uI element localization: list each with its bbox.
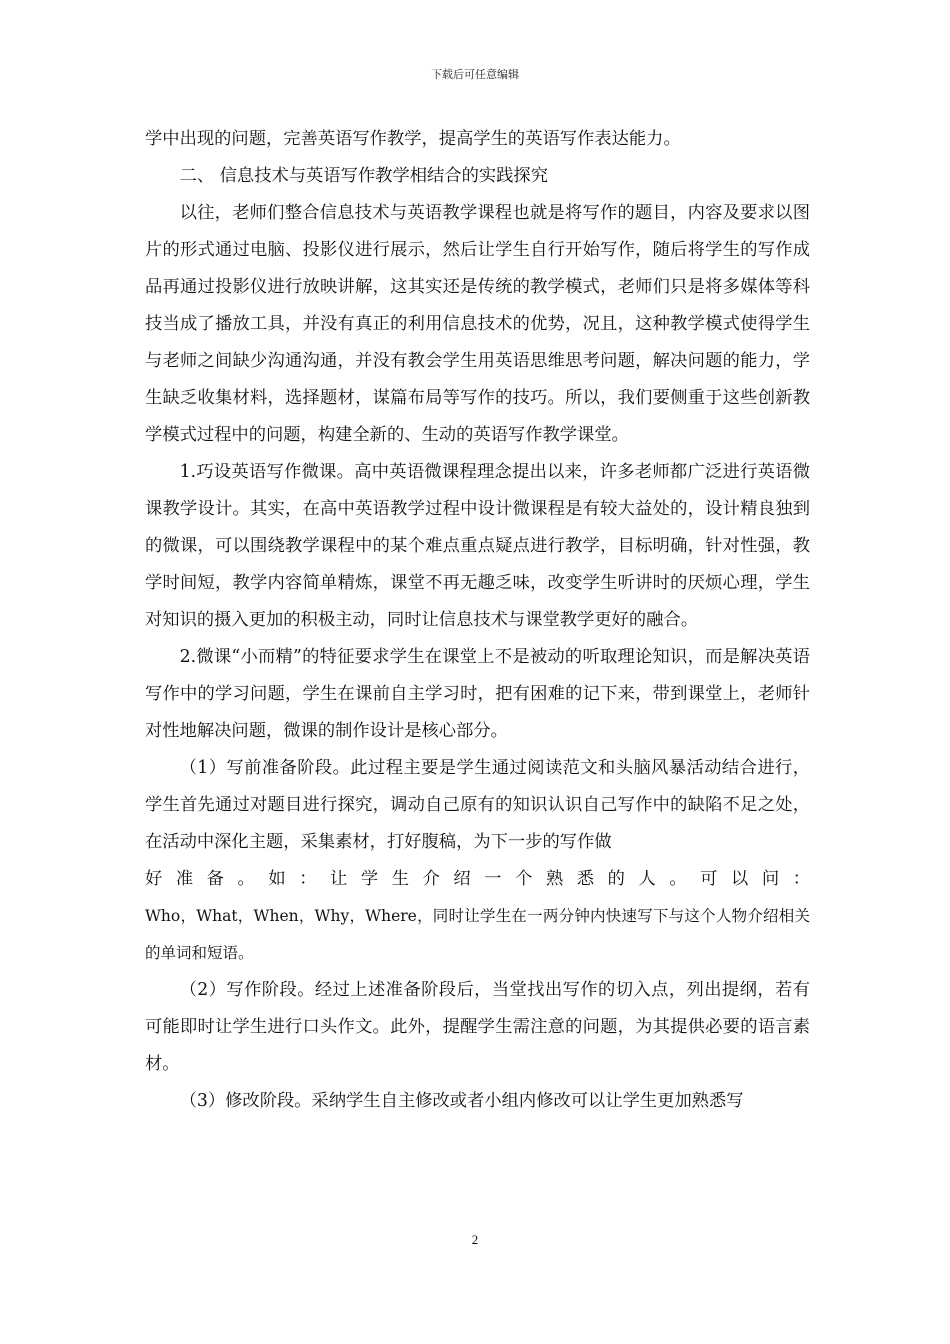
section-heading: 二、 信息技术与英语写作教学相结合的实践探究 [179,166,548,186]
page-header: 下载后可任意编辑 [431,68,519,81]
document-body [145,121,810,1120]
paragraph: 2.微课“小而精”的特征要求学生在课堂上不是被动的听取理论知识，而是解决英语写作中的学习问题，学生在课前自主学习时，把有困难的记下来，带到课堂上，老师针对性地解决问题，微课的制作设计是核心部分。 [145,647,810,741]
paragraph: 以往，老师们整合信息技术与英语教学课程也就是将写作的题目，内容及要求以图片的形式通过电脑、投影仪进行展示，然后让学生自行开始写作，随后将学生的写作成品再通过投影仪进行放映讲解，这其实还是传统的教学模式，老师们只是将多媒体等科技当成了播放工具，并没有真正的利用信息技术的优势，况且，这种教学模式使得学生与老师之间缺少沟通沟通，并没有教会学生用英语思维思考问题，解决问题的能力，学生缺乏收集材料，选择题材，谋篇布局等写作的技巧。所以，我们要侧重于这些创新教学模式过程中的问题，构建全新的、生动的英语写作教学课堂。 [145,203,810,445]
paragraph: （2）写作阶段。经过上述准备阶段后，当堂找出写作的切入点，列出提纲，若有可能即时让学生进行口头作文。此外，提醒学生需注意的问题，为其提供必要的语言素材。 [145,980,810,1074]
paragraph-spread-line: 好准备。如：让学生介绍一个熟悉的人。可以问： [145,869,810,889]
paragraph: Who，What，When，Why，Where，同时让学生在一两分钟内快速写下与这个人物介绍相关的单词和短语。 [145,907,810,962]
paragraph: （3）修改阶段。采纳学生自主修改或者小组内修改可以让学生更加熟悉写 [179,1091,744,1111]
paragraph: （1）写前准备阶段。此过程主要是学生通过阅读范文和头脑风暴活动结合进行，学生首先通过对题目进行探究，调动自己原有的知识认识自己写作中的缺陷不足之处，在活动中深化主题，采集素材，打好腹稿，为下一步的写作做 [145,758,810,852]
paragraph-continued: 学中出现的问题，完善英语写作教学，提高学生的英语写作表达能力。 [145,129,681,149]
page-number: 2 [471,1232,479,1247]
paragraph: 1.巧设英语写作微课。高中英语微课程理念提出以来，许多老师都广泛进行英语微课教学设计。其实，在高中英语教学过程中设计微课程是有较大益处的，设计精良独到的微课，可以围绕教学课程中的某个难点重点疑点进行教学，目标明确，针对性强，教学时间短，教学内容简单精炼，课堂不再无趣乏味，改变学生听讲时的厌烦心理，学生对知识的摄入更加的积极主动，同时让信息技术与课堂教学更好的融合。 [145,462,810,630]
